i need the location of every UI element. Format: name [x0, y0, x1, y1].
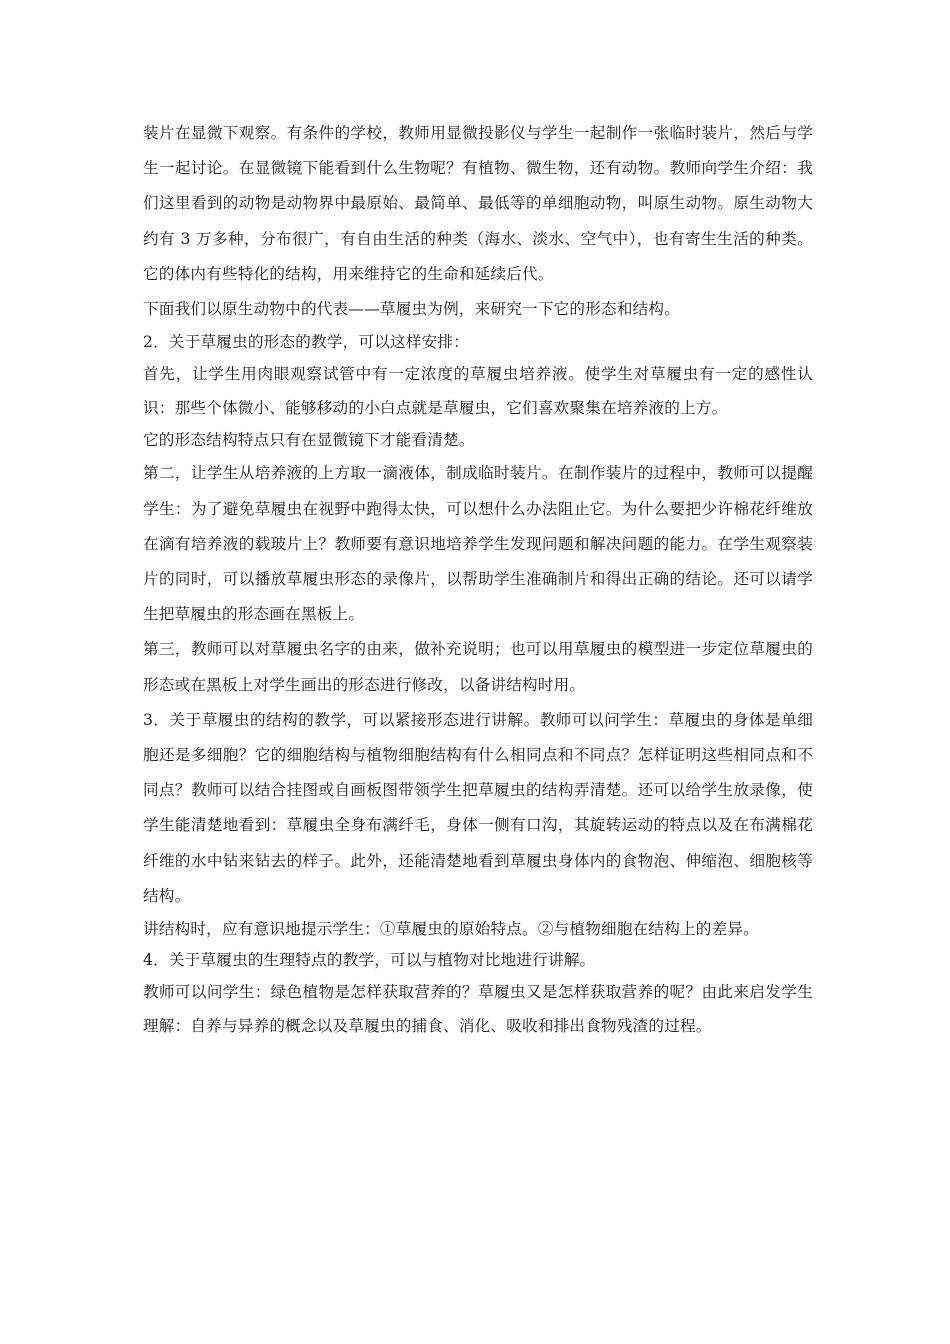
paragraph-step-second: 第二，让学生从培养液的上方取一滴液体，制成临时装片。在制作装片的过程中，教师可以提醒学生：为了避免草履虫在视野中跑得太快，可以想什么办法阻止它。为什么要把少许棉花纤维放在滴有培养液的载玻片上？教师要有意识地培养学生发现问题和解决问题的能力。在学生观察装片的同时，可以播放草履虫形态的录像片，以帮助学生准确制片和得出正确的结论。还可以请学生把草履虫的形态画在黑板上。 — [143, 464, 813, 624]
paragraph-section-2-heading: 2．关于草履虫的形态的教学，可以这样安排： — [143, 333, 469, 352]
paragraph-section-4-body: 教师可以问学生：绿色植物是怎样获取营养的？草履虫又是怎样获取营养的呢？由此来启发学生理解：自养与异养的概念以及草履虫的捕食、消化、吸收和排出食物残渣的过程。 — [143, 983, 813, 1035]
paragraph-section-4-heading: 4．关于草履虫的生理特点的教学，可以与植物对比地进行讲解。 — [143, 951, 596, 970]
document-body — [143, 116, 813, 1043]
paragraph-structure-hint: 讲结构时，应有意识地提示学生：①草履虫的原始特点。②与植物细胞在结构上的差异。 — [143, 920, 759, 939]
paragraph-representative: 下面我们以原生动物中的代表——草履虫为例，来研究一下它的形态和结构。 — [143, 300, 680, 319]
paragraph-intro: 装片在显微下观察。有条件的学校，教师用显微投影仪与学生一起制作一张临时装片，然后与学生一起讨论。在显微镜下能看到什么生物呢？有植物、微生物，还有动物。教师向学生介绍：我们这里看到的动物是动物界中最原始、最简单、最低等的单细胞动物，叫原生动物。原生动物大约有 3 万多种，分布很广，有自由生活的种类（海水、淡水、空气中），也有寄生生活的种类。它的体内有些特化的结构，用来维持它的生命和延续后代。 — [143, 124, 813, 283]
paragraph-step-third: 第三，教师可以对草履虫名字的由来，做补充说明；也可以用草履虫的模型进一步定位草履虫的形态或在黑板上对学生画出的形态进行修改，以备讲结构时用。 — [143, 640, 813, 694]
paragraph-step-first-cont: 它的形态结构特点只有在显微镜下才能看清楚。 — [143, 431, 475, 450]
paragraph-section-3: 3．关于草履虫的结构的教学，可以紧接形态进行讲解。教师可以问学生：草履虫的身体是单细胞还是多细胞？它的细胞结构与植物细胞结构有什么相同点和不同点？怎样证明这些相同点和不同点？教师可以结合挂图或自画板图带领学生把草履虫的结构弄清楚。还可以给学生放录像，使学生能清楚地看到：草履虫全身布满纤毛，身体一侧有口沟，其旋转运动的特点以及在布满棉花纤维的水中钻来钻去的样子。此外，还能清楚地看到草履虫身体内的食物泡、伸缩泡、细胞核等结构。 — [143, 710, 813, 905]
paragraph-step-first: 首先，让学生用肉眼观察试管中有一定浓度的草履虫培养液。使学生对草履虫有一定的感性认识：那些个体微小、能够移动的小白点就是草履虫，它们喜欢聚集在培养液的上方。 — [143, 365, 813, 417]
